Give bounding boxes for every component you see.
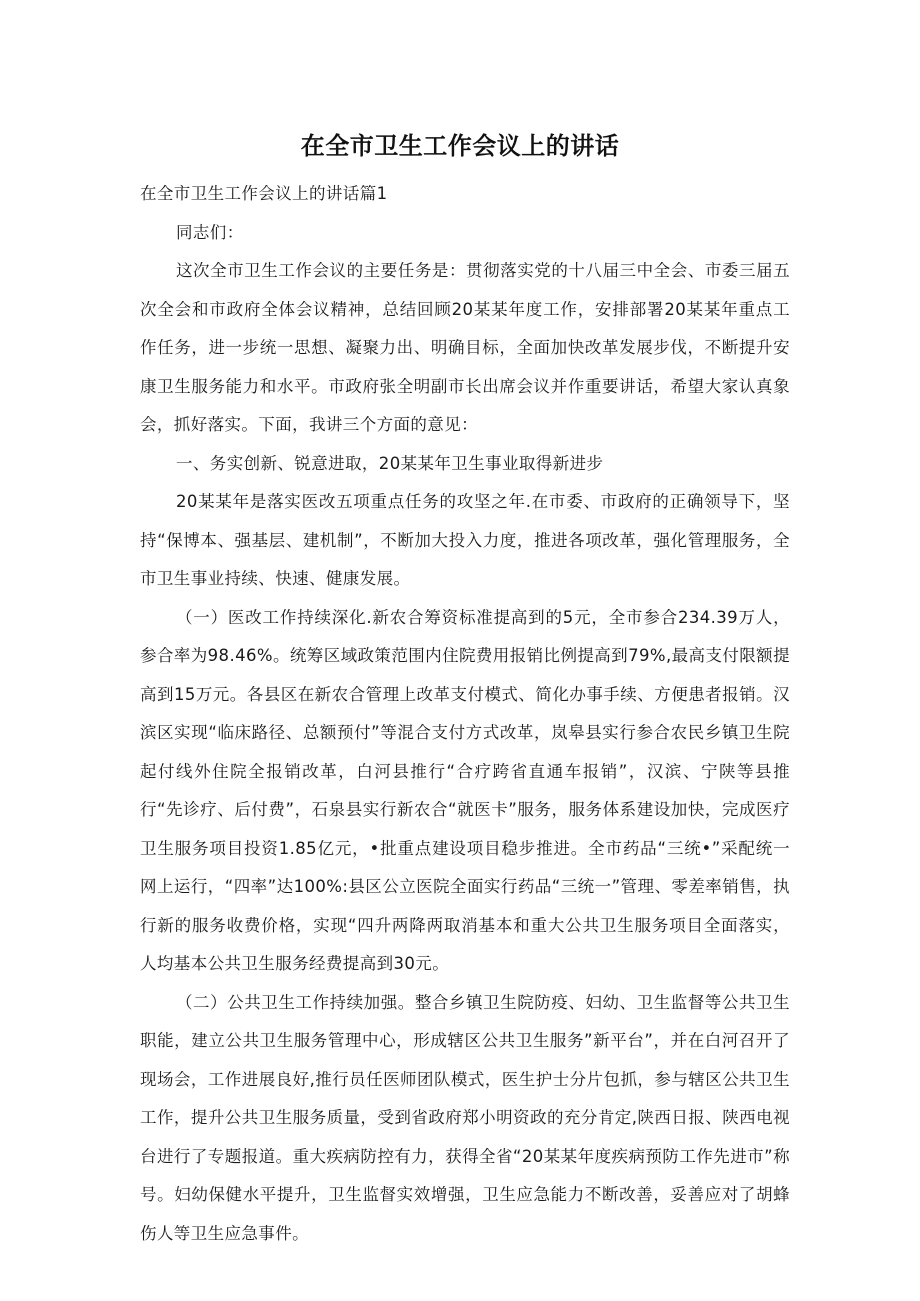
greeting: 同志们：	[176, 222, 244, 242]
paragraph-public-health: （二）公共卫生工作持续加强。整合乡镇卫生院防疫、妇幼、卫生监督等公共卫生职能，建立公共卫生服务管理中心，形成辖区公共卫生服务”新平台”，并在白河召开了现场会，工作进展良好,推行员任医师团队模式，医生护士分片包抓，参与辖区公共卫生工作，提升公共卫生服务质量，受到省政府郑小明资政的充分肯定,陕西日报、陕西电视台进行了专题报道。重大疾病防控有力，获得全省“20某某年度疾病预防工作先进市”称号。妇幼保健水平提升，卫生监督实效增强，卫生应急能力不断改善，妥善应对了胡蜂伤人等卫生应急事件。	[140, 992, 790, 1243]
section-heading-1: 一、务实创新、锐意进取，20某某年卫生事业取得新进步	[176, 453, 604, 473]
paragraph-reform: （一）医改工作持续深化.新农合筹资标准提高到的5元，全市参合234.39万人，参合率为98.46%。统筹区域政策范围内住院费用报销比例提高到79%,最高支付限额提高到15万元。各县区在新农合管理上改革支付模式、简化办事手续、方便患者报销。汉滨区实现“临床路径、总额预付”等混合支付方式改革，岚皋县实行参合农民乡镇卫生院起付线外住院全报销改革，白河县推行“合疗跨省直通车报销”，汉滨、宁陕等县推行“先诊疗、后付费”，石泉县实行新农合“就医卡”服务，服务体系建设加快，完成医疗卫生服务项目投资1.85亿元，•批重点建设项目稳步推进。全市药品“三统•”采配统一网上运行，“四率”达100%:县区公立医院全面实行药品“三统一”管理、零差率销售，执行新的服务收费价格，实现“四升两降两取消基本和重大公共卫生服务项目全面落实，人均基本公共卫生服务经费提高到30元。	[140, 607, 790, 973]
document-title: 在全市卫生工作会议上的讲话	[300, 132, 620, 160]
document-subtitle: 在全市卫生工作会议上的讲话篇1	[140, 184, 388, 203]
paragraph-overview: 20某某年是落实医改五项重点任务的攻坚之年.在市委、市政府的正确领导下，坚持“保博本、强基层、建机制”，不断加大投入力度，推进各项改革，强化管理服务，全市卫生事业持续、快速、健康发展。	[140, 492, 790, 588]
paragraph-intro: 这次全市卫生工作会议的主要任务是：贯彻落实党的十八届三中全会、市委三届五次全会和市政府全体会议精神，总结回顾20某某年度工作，安排部署20某某年重点工作任务，进一步统一思想、凝聚力出、明确目标，全面加快改革发展步伐，不断提升安康卫生服务能力和水平。市政府张全明副市长出席会议并作重要讲话，希望大家认真象会，抓好落实。下面，我讲三个方面的意见：	[140, 261, 790, 434]
document-body	[140, 175, 790, 1253]
